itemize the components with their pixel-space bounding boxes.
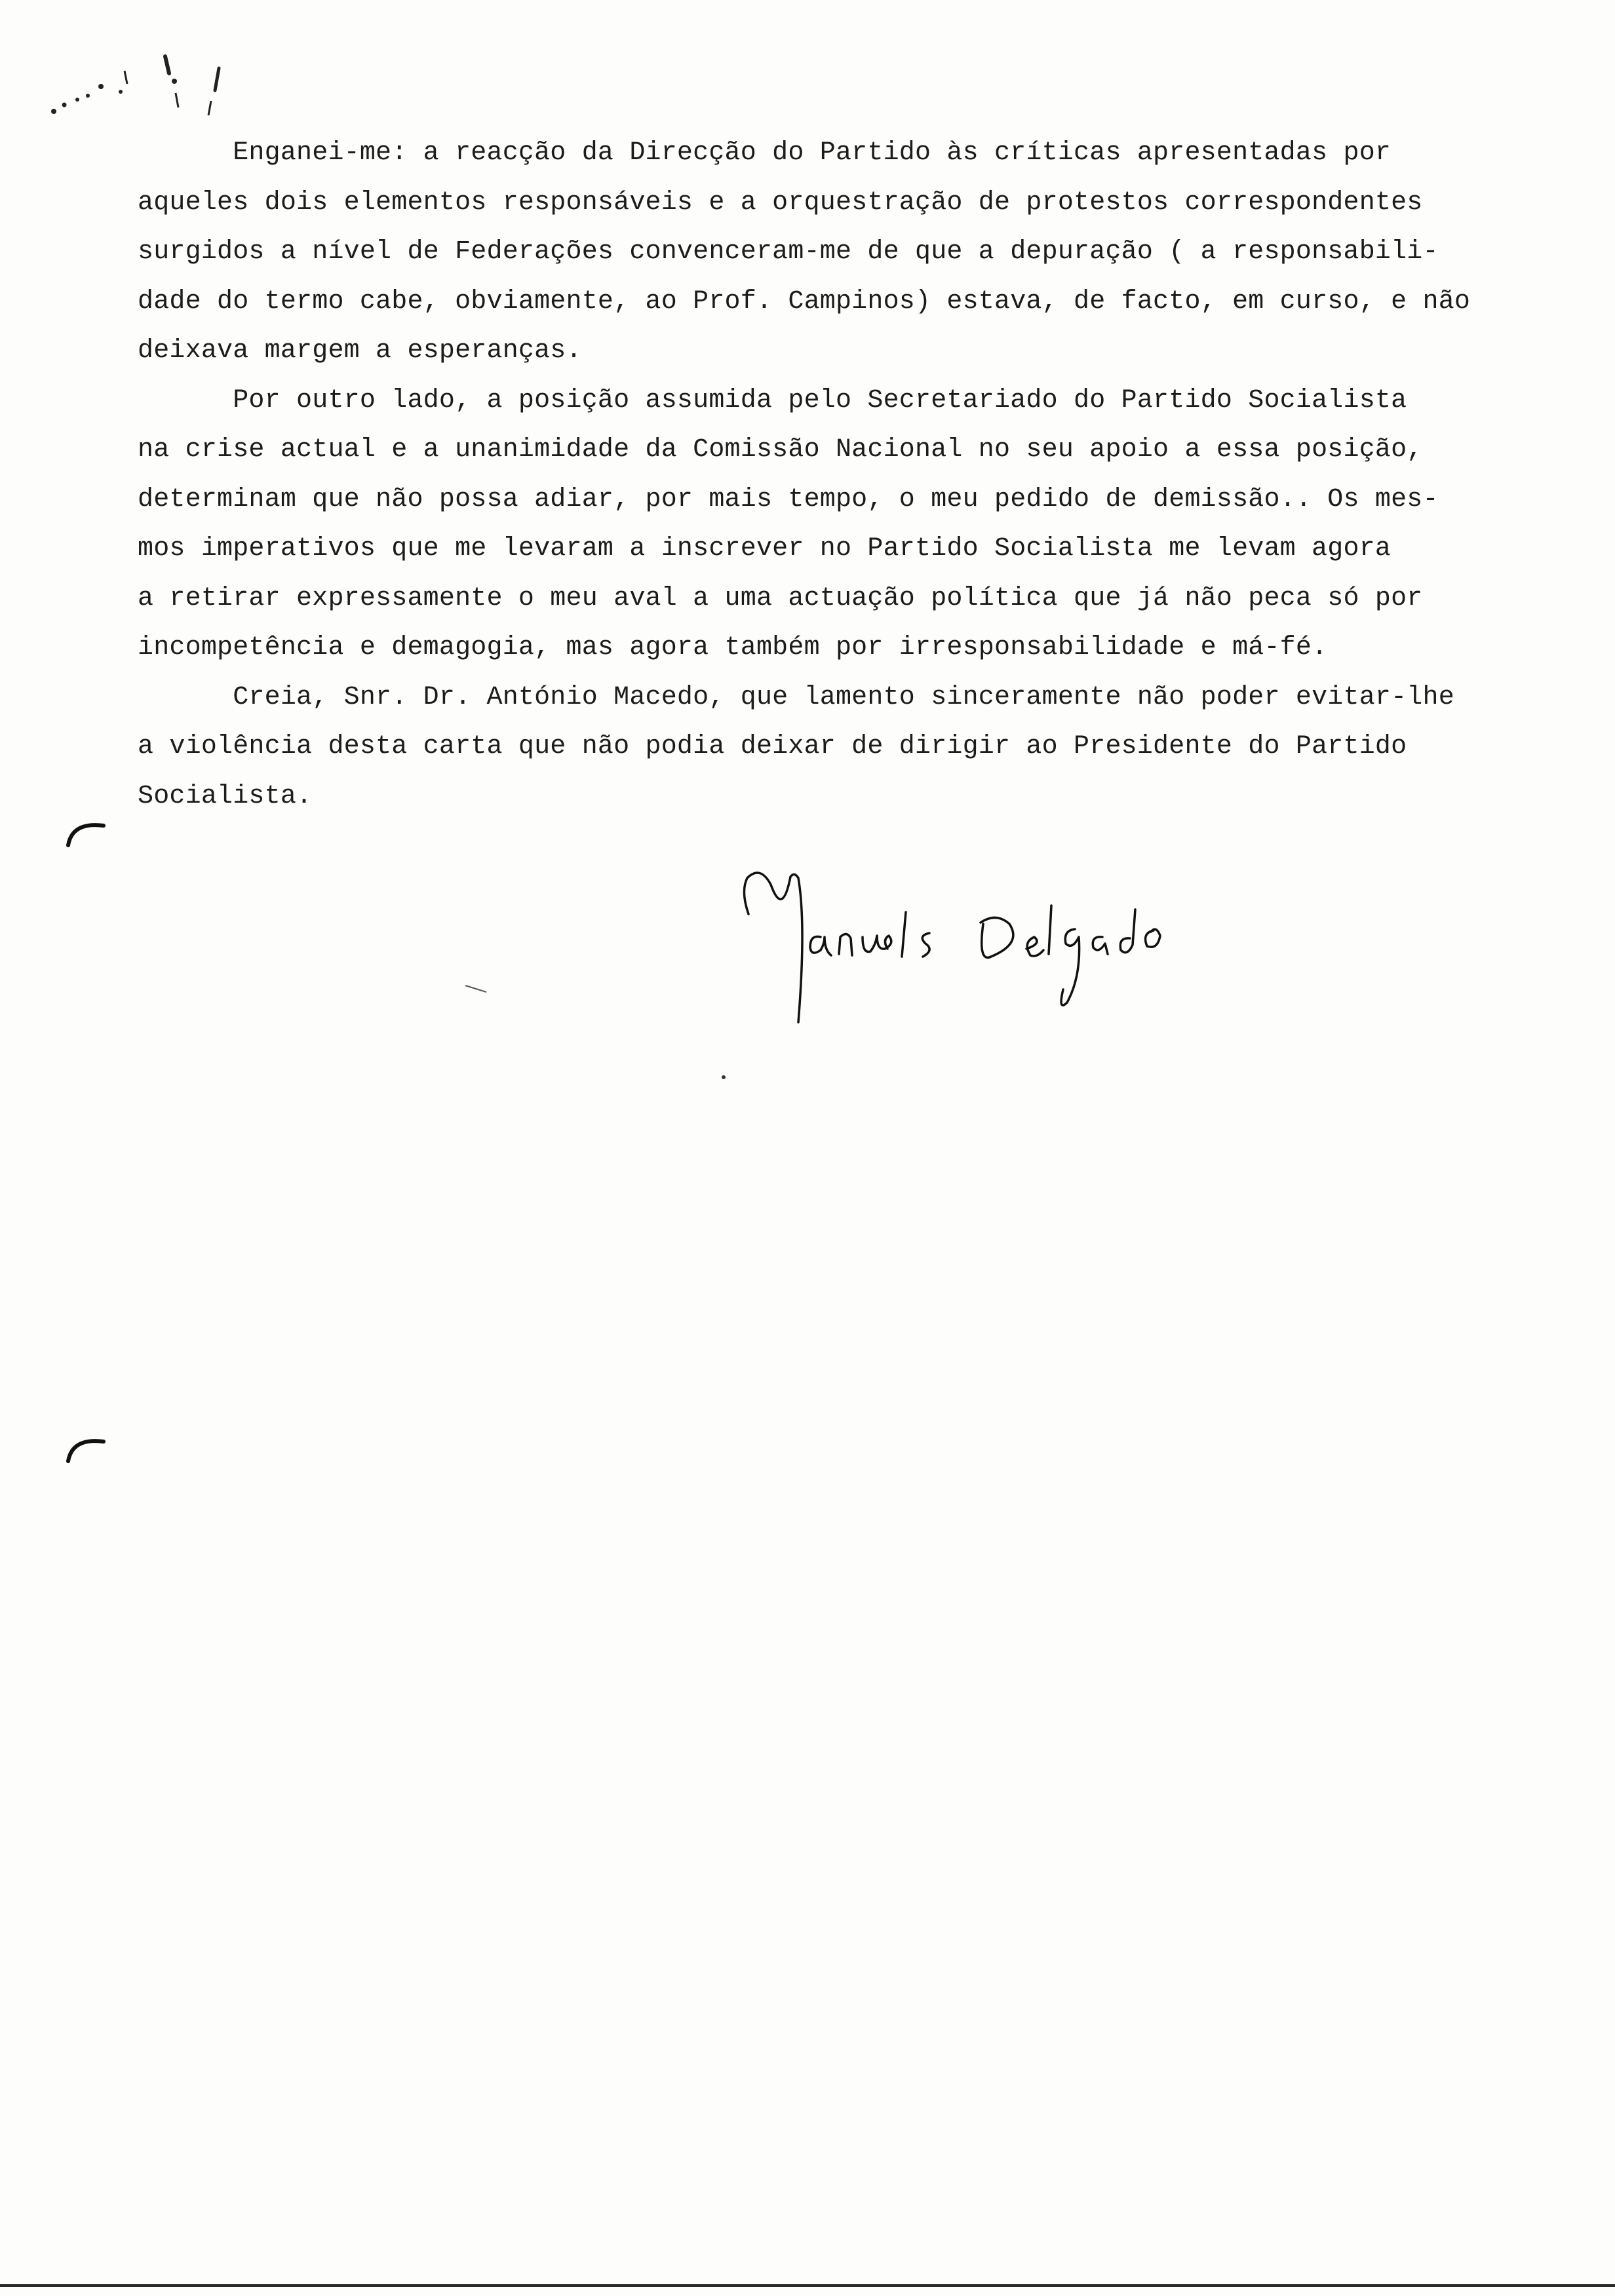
signature (734, 852, 1245, 1048)
paragraph-1 (138, 128, 1593, 376)
text-line: Enganei-me: a reacção da Direcção do Partido às críticas apresentadas por (138, 138, 1391, 168)
text-line: Creia, Snr. Dr. António Macedo, que lamento sinceramente não poder evitar-lhe (138, 682, 1454, 712)
text-line: mos imperativos que me levaram a inscrever no Partido Socialista me levam agora (138, 534, 1391, 564)
text-line: na crise actual e a unanimidade da Comissão Nacional no seu apoio a essa posição, (138, 435, 1423, 465)
paragraph-2 (138, 376, 1593, 673)
text-line: dade do termo cabe, obviamente, ao Prof. Campinos) estava, de facto, em curso, e não (138, 286, 1471, 316)
text-line: Socialista. (138, 781, 313, 811)
text-line: incompetência e demagogia, mas agora também por irresponsabilidade e má-fé. (138, 633, 1328, 662)
bottom-edge-rule (0, 2284, 1615, 2287)
paragraph-3 (138, 673, 1593, 822)
scan-dot (720, 1073, 728, 1081)
text-line: a violência desta carta que não podia deixar de dirigir ao Presidente do Partido (138, 732, 1407, 761)
text-line: a retirar expressamente o meu aval a uma actuação política que já não peca só por (138, 583, 1423, 613)
scan-specks (39, 39, 459, 138)
punch-hole-mark-bottom (63, 1428, 115, 1468)
scan-dash (464, 983, 490, 996)
letter-body (138, 128, 1593, 821)
text-line: Por outro lado, a posição assumida pelo Secretariado do Partido Socialista (138, 385, 1407, 415)
text-line: surgidos a nível de Federações convenceram-me de que a depuração ( a responsabili- (138, 237, 1439, 267)
text-line: aqueles dois elementos responsáveis e a orquestração de protestos correspondentes (138, 187, 1423, 218)
text-line: determinam que não possa adiar, por mais tempo, o meu pedido de demissão.. Os mes- (138, 484, 1439, 514)
text-line: deixava margem a esperanças. (138, 336, 582, 366)
punch-hole-mark-top (63, 813, 115, 852)
